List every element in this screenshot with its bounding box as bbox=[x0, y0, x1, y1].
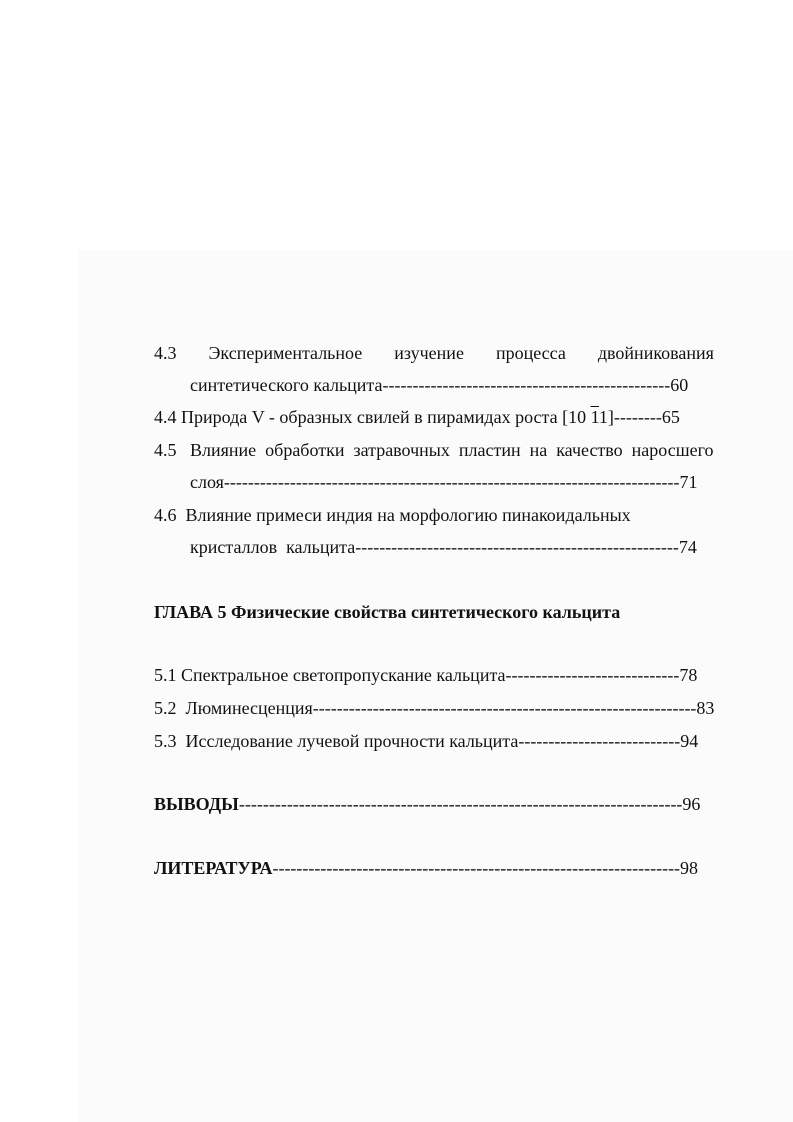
toc-entry-4-6-line2: кристаллов кальцита------------------------------------------------------74 bbox=[190, 537, 697, 557]
toc-entry-4-5-line1: 4.5 Влияние обработки затравочных пластин на качество наросшего bbox=[154, 440, 714, 460]
toc-entry-5-3: 5.3 Исследование лучевой прочности кальцита---------------------------94 bbox=[154, 731, 699, 751]
toc-entry-literature bbox=[154, 857, 698, 879]
entry-text-end: 1]--------65 bbox=[598, 407, 680, 427]
conclusions-leader: --------------------------------------------------------------------------96 bbox=[238, 794, 701, 814]
entry-word: процесса bbox=[495, 343, 566, 363]
conclusions-title: ВЫВОДЫ bbox=[154, 794, 239, 814]
entry-word: изучение bbox=[394, 343, 464, 363]
entry-word: двойникования bbox=[597, 343, 714, 363]
literature-title: ЛИТЕРАТУРА bbox=[154, 858, 273, 878]
toc-entry-4-3-line1 bbox=[154, 342, 714, 364]
literature-leader: --------------------------------------------------------------------98 bbox=[272, 858, 699, 878]
entry-word: Экспериментальное bbox=[208, 343, 363, 363]
entry-number: 4.3 bbox=[154, 343, 177, 363]
toc-entry-5-1: 5.1 Спектральное светопропускание кальцита-----------------------------78 bbox=[154, 665, 698, 685]
toc-entry-4-6-line1: 4.6 Влияние примеси индия на морфологию пинакоидальных bbox=[154, 505, 631, 525]
toc-entry-4-3-line2: синтетического кальцита------------------------------------------------60 bbox=[190, 375, 689, 395]
entry-text: 4.4 Природа V - образных свилей в пирамидах роста [10 bbox=[154, 407, 591, 427]
toc-entry-4-5-line2: слоя----------------------------------------------------------------------------71 bbox=[190, 472, 698, 492]
toc-entry-4-4 bbox=[154, 406, 680, 428]
toc-entry-5-2: 5.2 Люминесценция----------------------------------------------------------------83 bbox=[154, 698, 715, 718]
chapter-5-heading: ГЛАВА 5 Физические свойства синтетического кальцита bbox=[154, 602, 621, 622]
toc-entry-conclusions bbox=[154, 793, 700, 815]
miller-index-bar-digit: 1 bbox=[590, 407, 599, 427]
